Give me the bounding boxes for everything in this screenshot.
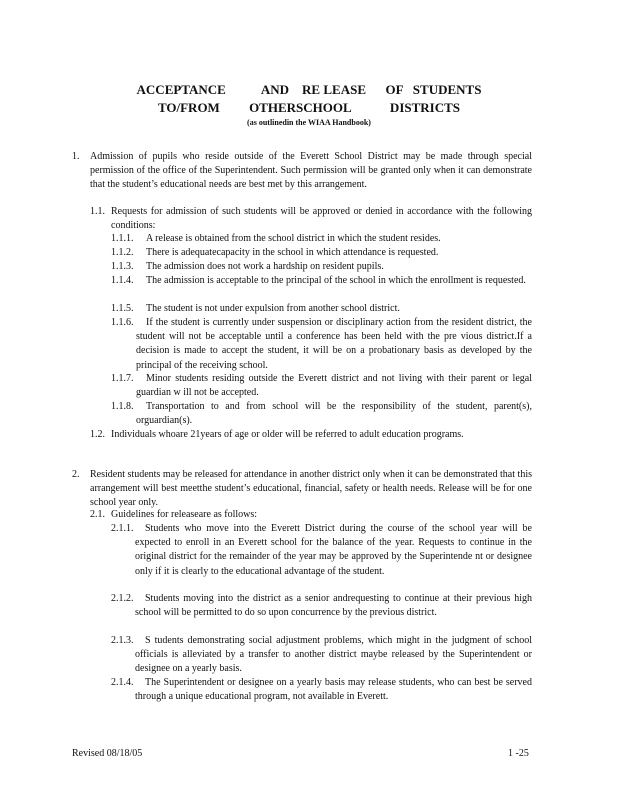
item-1-1-8-number: 1.1.8. <box>111 401 134 412</box>
item-1-1-2-number: 1.1.2. <box>111 247 134 258</box>
item-2-1-2-text: Students moving into the district as a senior andrequesting to continue at their previous high school will be permitted to do so upon concurrence by the previous district. <box>135 593 532 619</box>
item-2-1-3-number: 2.1.3. <box>111 635 134 646</box>
item-1-1-4-number: 1.1.4. <box>111 275 134 286</box>
page-number: 1 -25 <box>508 748 529 759</box>
item-1-2-number: 1.2. <box>90 429 105 440</box>
section-2-text: Resident students may be released for attendance in another district only when it can be demonstrated that this arrangement will best meetthe student’s educational, financial, safety or health needs. Release will be for one school year only. <box>90 469 532 509</box>
item-2-1-3-text: S tudents demonstrating social adjustment problems, which might in the judgment of school officials is alleviated by a transfer to another district maybe released by the Superintendent or designee on a yearly basis. <box>135 635 532 675</box>
section-2-number: 2. <box>72 469 80 480</box>
revised-date: Revised 08/18/05 <box>72 748 143 759</box>
title-line-2: TO/FROM OTHERSCHOOL DISTRICTS <box>157 100 461 115</box>
item-1-2-text: Individuals whoare 21years of age or older will be referred to adult education programs. <box>111 429 464 440</box>
item-1-1-7-text: Minor students residing outside the Everett district and not living with their parent or legal guardian w ill not be accepted. <box>136 373 532 399</box>
item-1-1-text: Requests for admission of such students will be approved or denied in accordance with the following conditions: <box>111 206 532 232</box>
item-1-1-1-text: A release is obtained from the school district in which the student resides. <box>146 233 441 244</box>
item-1-1-7-number: 1.1.7. <box>111 373 134 384</box>
item-1-1-8-text: Transportation to and from school will be the responsibility of the student, parent(s), orguardian(s). <box>136 401 532 427</box>
section-1-text: Admission of pupils who reside outside of the Everett School District may be made through special permission of the office of the Superintendent. Such permission will be granted only when it can demonstrate that the student’s educational needs are best met by this arrangement. <box>90 151 532 191</box>
section-1-number: 1. <box>72 151 80 162</box>
subtitle: (as outlinedin the WIAA Handbook) <box>247 118 371 127</box>
item-2-1-4-number: 2.1.4. <box>111 677 134 688</box>
item-1-1-3-number: 1.1.3. <box>111 261 134 272</box>
item-1-1-1-number: 1.1.1. <box>111 233 134 244</box>
title-line-1: ACCEPTANCE AND RE LEASE OF STUDENTS <box>136 82 482 97</box>
item-1-1-6-text: If the student is currently under suspension or disciplinary action from the resident district, the student will not be acceptable until a conference has been held with the pre vious district.If a decision is made to accept the student, it will be on a probationary basis as developed by the principal of the receiving school. <box>136 317 532 371</box>
item-1-1-5-text: The student is not under expulsion from another school district. <box>146 303 400 314</box>
item-1-1-5-number: 1.1.5. <box>111 303 134 314</box>
item-1-1-2-text: There is adequatecapacity in the school in which attendance is requested. <box>146 247 439 258</box>
item-2-1-1-text: Students who move into the Everett District during the course of the school year will be expected to enroll in an Everett school for the balance of the year. Requests to continue in the original district for the remainder of the year may be approved by the Superintende nt or designee only if it is clearly to the educational advantage of the student. <box>135 523 532 577</box>
item-2-1-2-number: 2.1.2. <box>111 593 134 604</box>
item-1-1-4-text: The admission is acceptable to the principal of the school in which the enrollment is requested. <box>146 275 526 286</box>
item-1-1-6-number: 1.1.6. <box>111 317 134 328</box>
item-1-1-3-text: The admission does not work a hardship on resident pupils. <box>146 261 384 272</box>
item-1-1-number: 1.1. <box>90 206 105 217</box>
item-2-1-number: 2.1. <box>90 509 105 520</box>
item-2-1-text: Guidelines for releaseare as follows: <box>111 509 258 520</box>
item-2-1-4-text: The Superintendent or designee on a yearly basis may release students, who can best be served through a unique educational program, not available in Everett. <box>135 677 532 703</box>
item-2-1-1-number: 2.1.1. <box>111 523 134 534</box>
